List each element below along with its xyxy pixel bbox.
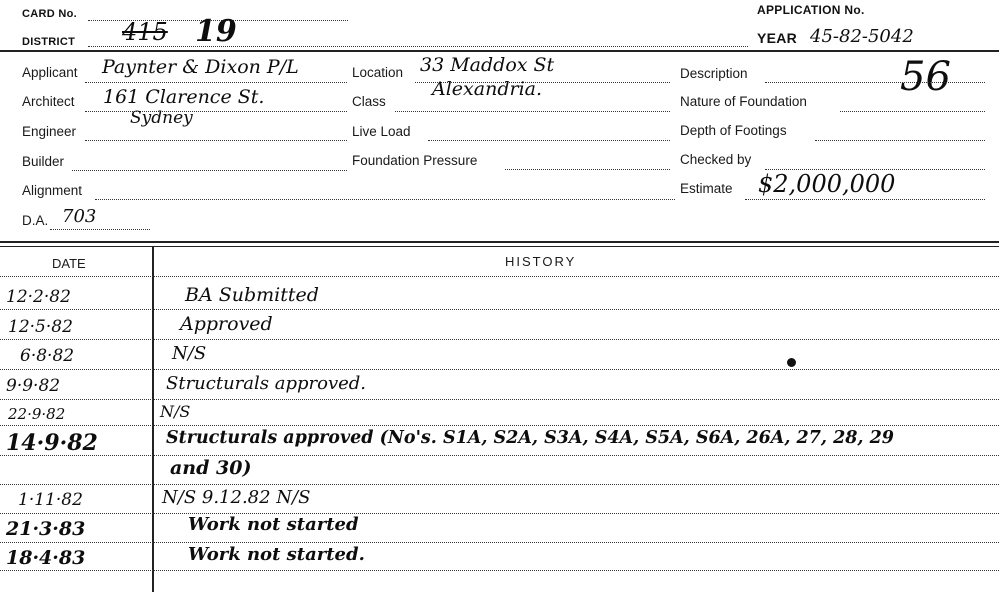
history-date: 12·2·82 xyxy=(6,287,71,307)
history-entry: Structurals approved. xyxy=(166,373,367,394)
application-number: 45-82-5042 xyxy=(810,26,914,47)
history-entry: Structurals approved (No's. S1A, S2A, S3A, S4A, S5A, S6A, 26A, 27, 28, 29 xyxy=(166,428,894,448)
history-entry: N/S xyxy=(172,343,207,364)
ink-blot xyxy=(787,358,796,367)
history-date: 12·5·82 xyxy=(8,317,73,337)
foundation-pressure-line xyxy=(505,169,670,170)
estimate-value: $2,000,000 xyxy=(758,170,896,198)
architect-value: 161 Clarence St. xyxy=(103,86,265,108)
history-entry: N/S 9.12.82 N/S xyxy=(162,487,311,508)
applicant-value: Paynter & Dixon P/L xyxy=(102,56,299,78)
description-value: 56 xyxy=(900,54,951,100)
description-line xyxy=(765,82,985,83)
description-label: Description xyxy=(680,66,748,81)
architect-value-line-2: Sydney xyxy=(130,108,193,128)
engineer-label: Engineer xyxy=(22,124,77,139)
da-value: 703 xyxy=(62,206,97,227)
card-no-label: CARD No. xyxy=(22,8,77,20)
builder-label: Builder xyxy=(22,154,65,169)
district-value: 19 xyxy=(195,14,237,49)
architect-label: Architect xyxy=(22,94,75,109)
history-row-line xyxy=(0,570,999,571)
history-row-line xyxy=(0,484,999,485)
estimate-label: Estimate xyxy=(680,181,733,196)
header-divider xyxy=(0,50,999,52)
location-value-line-2: Alexandria. xyxy=(432,78,543,100)
history-entry: N/S xyxy=(160,402,191,421)
history-top-rule xyxy=(0,241,999,243)
history-date: 6·8·82 xyxy=(20,346,75,366)
depth-of-footings-label: Depth of Footings xyxy=(680,123,787,138)
history-entry: Work not started. xyxy=(188,544,365,565)
year-label: YEAR xyxy=(757,30,798,46)
history-date: 14·9·82 xyxy=(6,430,98,456)
depth-of-footings-line xyxy=(815,140,985,141)
history-row-line xyxy=(0,399,999,400)
alignment-label: Alignment xyxy=(22,183,83,198)
application-no-label: APPLICATION No. xyxy=(757,3,865,17)
history-row-line xyxy=(0,339,999,340)
history-row-line xyxy=(0,513,999,514)
history-row-line xyxy=(0,369,999,370)
da-label: D.A. xyxy=(22,213,49,228)
history-row-line xyxy=(0,455,999,456)
history-entry: Approved xyxy=(180,313,273,335)
class-line xyxy=(395,111,670,112)
district-struck-value: 415 xyxy=(122,18,168,46)
checked-by-label: Checked by xyxy=(680,152,752,167)
date-header: DATE xyxy=(52,256,86,271)
history-date: 21·3·83 xyxy=(6,518,86,540)
history-date: 1·11·82 xyxy=(18,490,83,510)
history-header-line xyxy=(0,276,999,277)
applicant-label: Applicant xyxy=(22,65,78,80)
foundation-pressure-label: Foundation Pressure xyxy=(352,153,478,168)
live-load-label: Live Load xyxy=(352,124,411,139)
history-entry: Work not started xyxy=(188,514,359,535)
architect-line xyxy=(85,111,347,112)
location-value: 33 Maddox St xyxy=(420,54,555,76)
history-row-line xyxy=(0,425,999,426)
applicant-line xyxy=(85,82,347,83)
location-label: Location xyxy=(352,65,404,80)
engineer-line xyxy=(85,140,347,141)
history-date: 18·4·83 xyxy=(6,547,86,569)
builder-line xyxy=(72,170,347,171)
history-header: HISTORY xyxy=(505,254,577,269)
date-column-divider xyxy=(152,247,154,592)
history-date: 9·9·82 xyxy=(6,376,61,396)
history-entry: BA Submitted xyxy=(185,284,319,306)
history-top-rule-2 xyxy=(0,246,999,247)
estimate-line xyxy=(745,199,985,200)
history-row-line xyxy=(0,309,999,310)
da-line xyxy=(50,229,150,230)
nature-of-foundation-line xyxy=(840,111,985,112)
history-entry: and 30) xyxy=(170,457,252,479)
nature-of-foundation-label: Nature of Foundation xyxy=(680,94,807,109)
alignment-line xyxy=(95,199,675,200)
history-date: 22·9·82 xyxy=(8,405,66,423)
class-label: Class xyxy=(352,94,386,109)
district-label: DISTRICT xyxy=(22,36,76,48)
live-load-line xyxy=(428,140,670,141)
district-line xyxy=(88,46,748,47)
history-row-line xyxy=(0,542,999,543)
